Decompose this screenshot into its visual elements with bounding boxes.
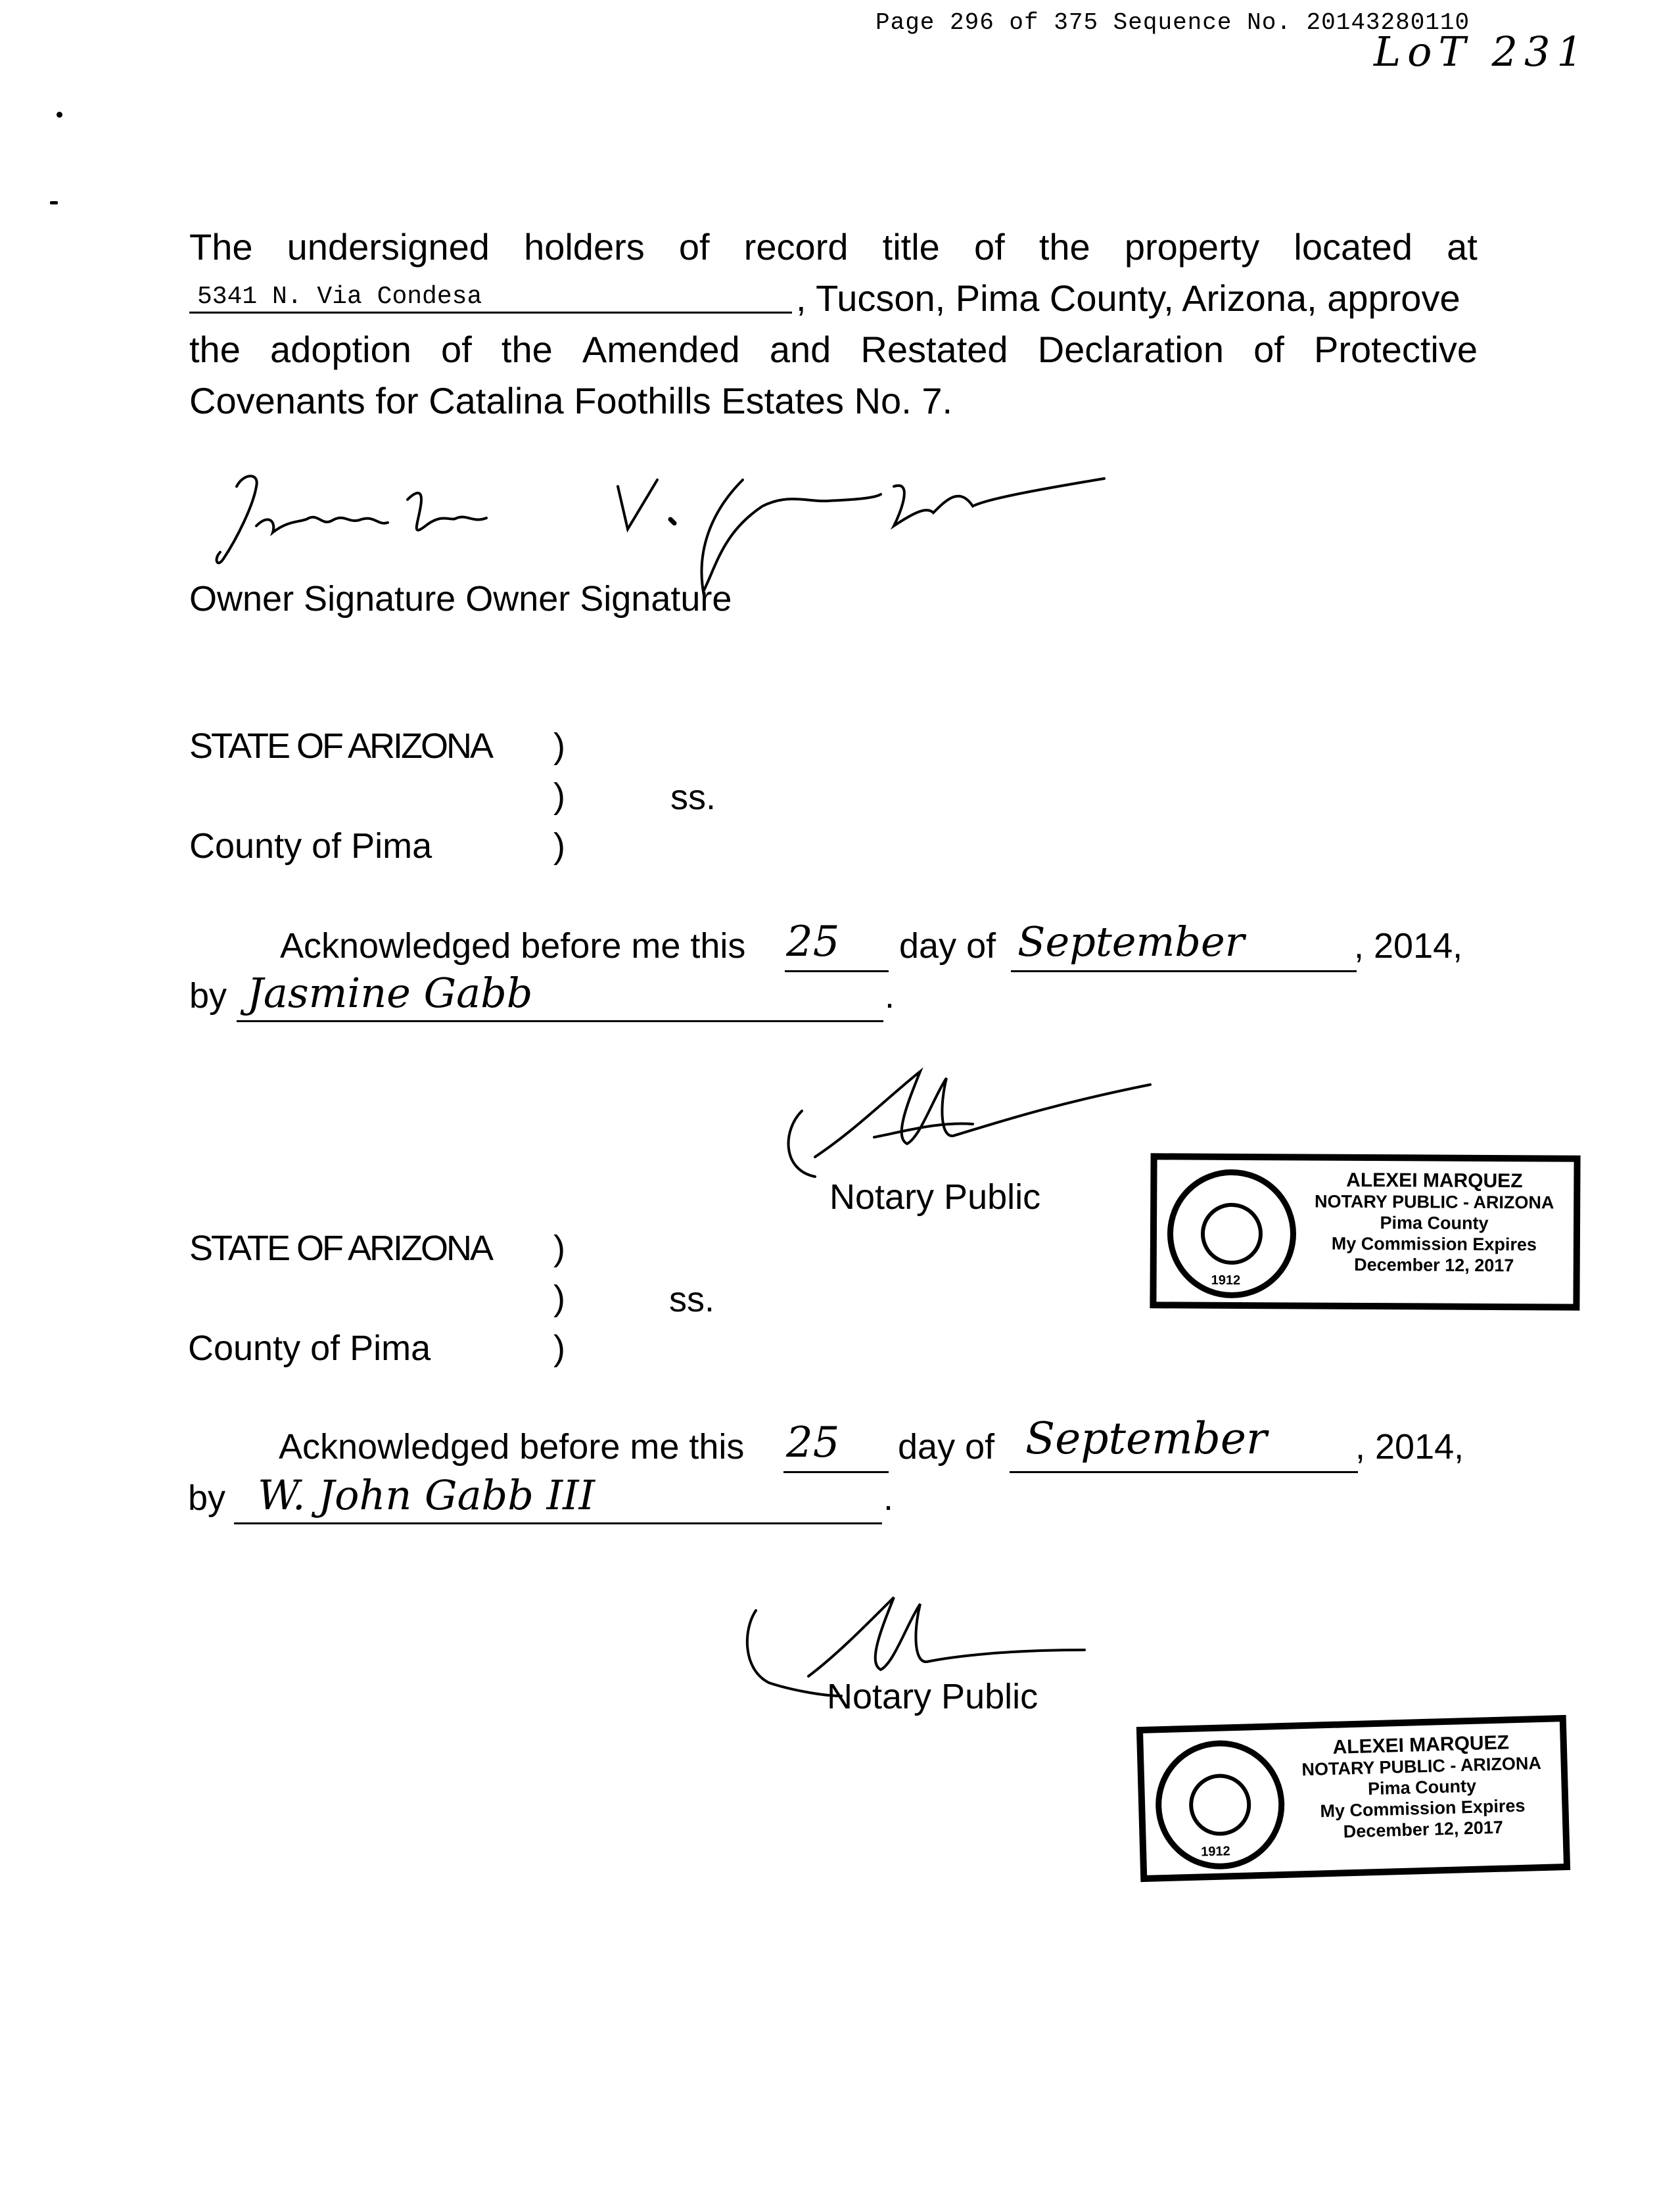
notary-public-label-1: Notary Public bbox=[829, 1177, 1041, 1217]
ss-label-1: ss. bbox=[670, 778, 716, 817]
owner-signature-caption: Owner Signature Owner Signature bbox=[189, 579, 732, 619]
month-line-2 bbox=[1010, 1471, 1358, 1473]
scan-speck bbox=[50, 201, 58, 204]
year-label-1: , 2014, bbox=[1354, 926, 1463, 966]
period-2: . bbox=[883, 1478, 894, 1518]
approval-word: Restated bbox=[860, 328, 1008, 370]
seal-year: 1912 bbox=[1200, 1844, 1230, 1860]
state-seal-icon bbox=[1167, 1169, 1296, 1298]
stamp-name: ALEXEI MARQUEZ bbox=[1346, 1169, 1523, 1192]
approval-word: at bbox=[1447, 225, 1478, 268]
day-of-label-1: day of bbox=[899, 926, 996, 966]
day-handwritten-2: 25 bbox=[786, 1419, 840, 1467]
name-line-2 bbox=[234, 1522, 882, 1524]
state-label-1: STATE OF ARIZONA bbox=[189, 726, 492, 766]
paren-1a: ) bbox=[553, 726, 565, 766]
notary-stamp-2 bbox=[1136, 1715, 1570, 1882]
approval-word: Protective bbox=[1313, 328, 1478, 370]
notary-public-label-2: Notary Public bbox=[827, 1677, 1038, 1716]
approval-word: the bbox=[1038, 225, 1090, 268]
approval-word: undersigned bbox=[287, 225, 490, 268]
approval-word: record bbox=[743, 225, 849, 268]
approval-word: property bbox=[1124, 225, 1260, 268]
notary-stamp-1 bbox=[1150, 1153, 1580, 1310]
day-line-1 bbox=[785, 970, 889, 972]
ss-label-2: ss. bbox=[669, 1280, 715, 1319]
county-label-1: County of Pima bbox=[189, 826, 432, 866]
paren-2b: ) bbox=[553, 1279, 565, 1318]
approval-line-3 bbox=[189, 323, 1478, 375]
month-handwritten-2: September bbox=[1025, 1413, 1267, 1464]
period-1: . bbox=[885, 976, 895, 1016]
paren-2c: ) bbox=[553, 1328, 565, 1368]
stamp-county: Pima County bbox=[1380, 1213, 1489, 1233]
by-label-2: by bbox=[188, 1478, 226, 1518]
ack-prefix-2: Acknowledged before me this bbox=[279, 1427, 745, 1467]
approval-word: title bbox=[882, 225, 940, 268]
approval-line-1 bbox=[189, 221, 1478, 272]
approval-word: Amended bbox=[582, 328, 740, 370]
approval-paragraph bbox=[189, 221, 1478, 426]
approval-word: the bbox=[501, 328, 553, 370]
page-sequence-header: Page 296 of 375 Sequence No. 20143280110 bbox=[875, 9, 1470, 36]
approval-line-2-rest: , Tucson, Pima County, Arizona, approve bbox=[796, 277, 1460, 319]
day-handwritten-1: 25 bbox=[786, 918, 840, 966]
approval-line-2 bbox=[189, 272, 1478, 323]
approval-line-4-text: Covenants for Catalina Foothills Estates No. 7. bbox=[189, 379, 953, 421]
stamp-commission: My Commission Expires bbox=[1320, 1795, 1526, 1821]
approval-word: Declaration bbox=[1037, 328, 1224, 370]
notary-signature-1 bbox=[776, 1058, 1170, 1190]
state-seal-icon bbox=[1154, 1739, 1286, 1871]
day-of-label-2: day of bbox=[898, 1427, 995, 1467]
state-label-2: STATE OF ARIZONA bbox=[189, 1229, 492, 1268]
scan-speck bbox=[57, 112, 62, 118]
approval-word: the bbox=[189, 328, 241, 370]
stamp-expires: December 12, 2017 bbox=[1354, 1254, 1514, 1276]
stamp-county: Pima County bbox=[1367, 1775, 1477, 1799]
year-label-2: , 2014, bbox=[1355, 1427, 1464, 1467]
property-address: 5341 N. Via Condesa bbox=[189, 283, 792, 314]
ack-prefix-1: Acknowledged before me this bbox=[280, 926, 746, 966]
approval-word: of bbox=[973, 225, 1005, 268]
stamp-title: NOTARY PUBLIC - ARIZONA bbox=[1314, 1191, 1554, 1213]
approval-word: adoption bbox=[270, 328, 411, 370]
seal-year: 1912 bbox=[1211, 1273, 1241, 1288]
by-label-1: by bbox=[189, 976, 227, 1016]
paren-1c: ) bbox=[553, 826, 565, 866]
county-label-2: County of Pima bbox=[188, 1328, 431, 1368]
stamp-name: ALEXEI MARQUEZ bbox=[1332, 1731, 1510, 1758]
approval-word: holders bbox=[524, 225, 645, 268]
paren-2a: ) bbox=[553, 1229, 565, 1268]
day-line-2 bbox=[783, 1471, 889, 1473]
approval-line-4 bbox=[189, 375, 1478, 426]
month-handwritten-1: September bbox=[1017, 918, 1245, 966]
approval-word: located bbox=[1294, 225, 1412, 268]
approval-word: of bbox=[1253, 328, 1284, 370]
month-line-1 bbox=[1011, 970, 1357, 972]
approval-word: and bbox=[769, 328, 831, 370]
paren-1b: ) bbox=[553, 776, 565, 816]
name-handwritten-2: W. John Gabb III bbox=[258, 1471, 595, 1519]
name-handwritten-1: Jasmine Gabb bbox=[247, 969, 533, 1017]
stamp-expires: December 12, 2017 bbox=[1343, 1817, 1504, 1842]
stamp-title: NOTARY PUBLIC - ARIZONA bbox=[1301, 1753, 1542, 1780]
stamp-commission: My Commission Expires bbox=[1331, 1233, 1537, 1255]
handwritten-lot-number: LoT 231 bbox=[1374, 28, 1589, 76]
approval-word: of bbox=[441, 328, 472, 370]
name-line-1 bbox=[237, 1020, 883, 1022]
approval-word: The bbox=[189, 225, 253, 268]
approval-word: of bbox=[678, 225, 710, 268]
